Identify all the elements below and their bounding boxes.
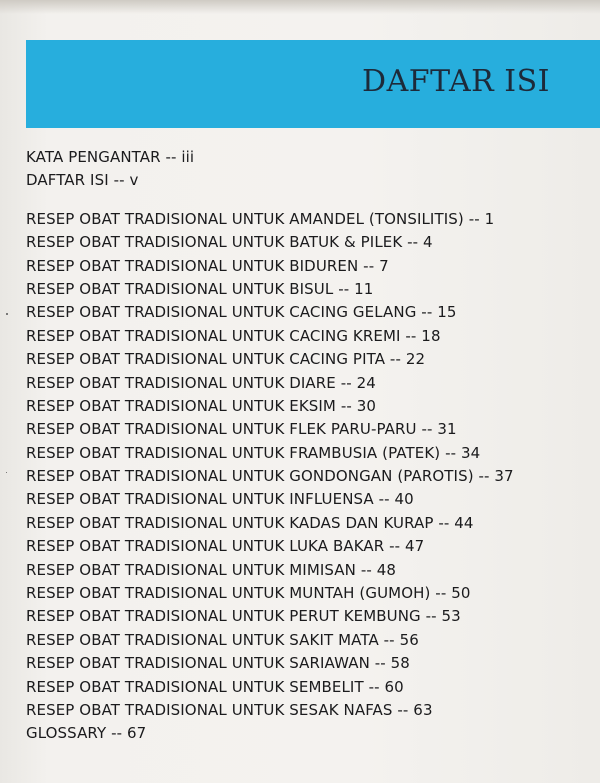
toc-item-amandel[interactable]: RESEP OBAT TRADISIONAL UNTUK AMANDEL (TONSILITIS) -- 1 bbox=[26, 209, 495, 228]
toc-item-sariawan[interactable]: RESEP OBAT TRADISIONAL UNTUK SARIAWAN -- 58 bbox=[26, 654, 410, 673]
table-of-contents bbox=[26, 146, 586, 746]
toc-item-glossary[interactable]: GLOSSARY -- 67 bbox=[26, 724, 147, 743]
toc-item-biduren[interactable]: RESEP OBAT TRADISIONAL UNTUK BIDUREN -- 7 bbox=[26, 256, 389, 275]
toc-item-kata-pengantar[interactable]: KATA PENGANTAR -- iii bbox=[26, 148, 195, 166]
toc-item-eksim[interactable]: RESEP OBAT TRADISIONAL UNTUK EKSIM -- 30 bbox=[26, 396, 377, 415]
toc-item-sembelit[interactable]: RESEP OBAT TRADISIONAL UNTUK SEMBELIT -- 60 bbox=[26, 677, 404, 696]
page-title: DAFTAR ISI bbox=[362, 64, 550, 99]
toc-item-flek-paru-paru[interactable]: RESEP OBAT TRADISIONAL UNTUK FLEK PARU-PARU -- 31 bbox=[26, 420, 457, 439]
page-top-shadow bbox=[0, 0, 600, 14]
toc-item-cacing-gelang[interactable]: RESEP OBAT TRADISIONAL UNTUK CACING GELANG -- 15 bbox=[26, 303, 457, 322]
title-bar bbox=[26, 40, 600, 128]
toc-item-daftar-isi[interactable]: DAFTAR ISI -- v bbox=[26, 171, 139, 190]
toc-item-gondongan[interactable]: RESEP OBAT TRADISIONAL UNTUK GONDONGAN (PAROTIS) -- 37 bbox=[26, 467, 514, 486]
toc-item-mimisan[interactable]: RESEP OBAT TRADISIONAL UNTUK MIMISAN -- 48 bbox=[26, 560, 397, 579]
toc-item-cacing-kremi[interactable]: RESEP OBAT TRADISIONAL UNTUK CACING KREMI -- 18 bbox=[26, 326, 441, 345]
paper-speck bbox=[6, 472, 7, 473]
toc-item-bisul[interactable]: RESEP OBAT TRADISIONAL UNTUK BISUL -- 11 bbox=[26, 279, 374, 298]
toc-item-cacing-pita[interactable]: RESEP OBAT TRADISIONAL UNTUK CACING PITA -- 22 bbox=[26, 350, 426, 369]
toc-section-spacer bbox=[26, 193, 586, 208]
toc-item-batuk-pilek[interactable]: RESEP OBAT TRADISIONAL UNTUK BATUK & PILEK -- 4 bbox=[26, 233, 433, 252]
paper-speck bbox=[6, 313, 8, 315]
toc-item-influensa[interactable]: RESEP OBAT TRADISIONAL UNTUK INFLUENSA -- 40 bbox=[26, 490, 414, 509]
toc-item-luka-bakar[interactable]: RESEP OBAT TRADISIONAL UNTUK LUKA BAKAR -- 47 bbox=[26, 537, 425, 556]
toc-item-kadas-kurap[interactable]: RESEP OBAT TRADISIONAL UNTUK KADAS DAN KURAP -- 44 bbox=[26, 513, 474, 532]
toc-item-diare[interactable]: RESEP OBAT TRADISIONAL UNTUK DIARE -- 24 bbox=[26, 373, 376, 392]
toc-item-sesak-nafas[interactable]: RESEP OBAT TRADISIONAL UNTUK SESAK NAFAS -- 63 bbox=[26, 700, 433, 719]
toc-item-sakit-mata[interactable]: RESEP OBAT TRADISIONAL UNTUK SAKIT MATA -- 56 bbox=[26, 630, 419, 649]
toc-item-perut-kembung[interactable]: RESEP OBAT TRADISIONAL UNTUK PERUT KEMBUNG -- 53 bbox=[26, 607, 461, 626]
toc-item-muntah[interactable]: RESEP OBAT TRADISIONAL UNTUK MUNTAH (GUMOH) -- 50 bbox=[26, 584, 471, 603]
toc-item-frambusia[interactable]: RESEP OBAT TRADISIONAL UNTUK FRAMBUSIA (PATEK) -- 34 bbox=[26, 443, 481, 462]
